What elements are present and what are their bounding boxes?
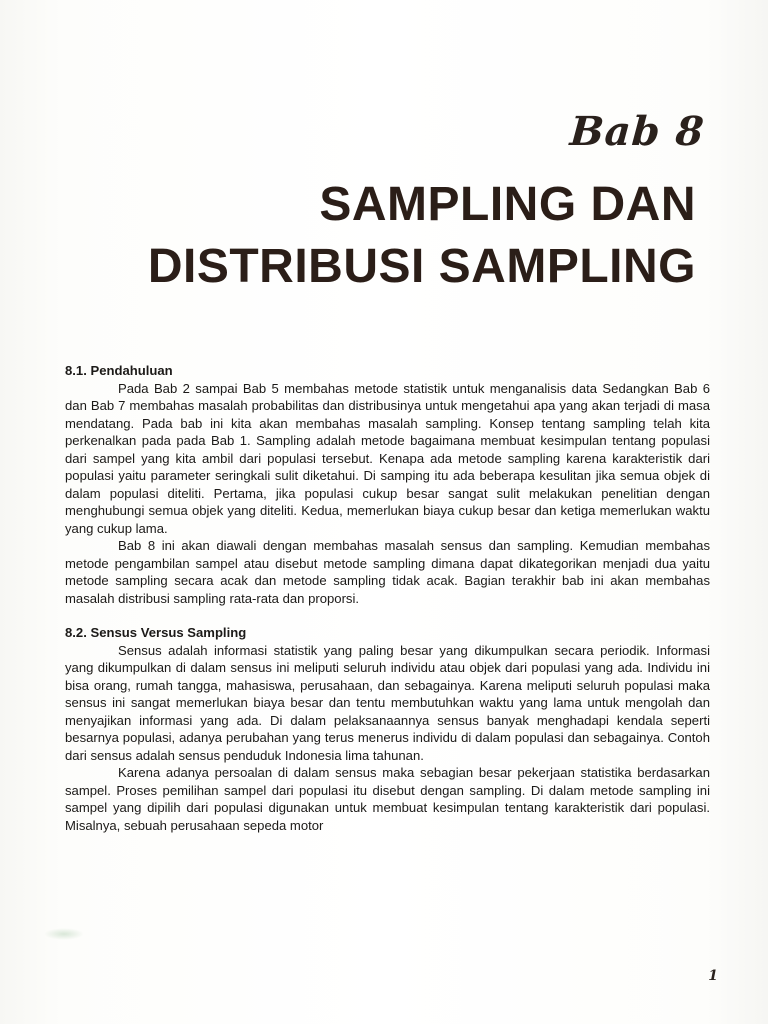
paragraph: Karena adanya persoalan di dalam sensus maka sebagian besar pekerjaan statistika berdasarkan sampel. Proses pemilihan sampel dari populasi itu disebut dengan sampling. Di dalam metode sampling ini sampel yang dipilih dari populasi digunakan untuk membuat kesimpulan tentang karakteristik dari populasi. Misalnya, sebuah perusahaan sepeda motor [65,765,710,833]
paragraph: Pada Bab 2 sampai Bab 5 membahas metode statistik untuk menganalisis data Sedangkan Bab 6 dan Bab 7 membahas masalah probabilitas dan distribusinya untuk mengetahui apa yang akan terjadi di masa mendatang. Pada bab ini kita akan membahas masalah sampling. Konsep tentang sampling telah kita perkenalkan pada pada Bab 1. Sampling adalah metode bagaimana membuat kesimpulan tentang populasi dari sampel yang kita ambil dari populasi tersebut. Kenapa ada metode sampling karena karakteristik dari populasi yaitu parameter seringkali sulit diketahui. Di samping itu ada beberapa kesulitan jika semua objek di dalam populasi diteliti. Pertama, jika populasi cukup besar sangat sulit melakukan penelitian dengan menghubungi semua objek yang diteliti. Kedua, memerlukan biaya cukup besar dan ketiga memerlukan waktu yang cukup lama. [65,380,710,536]
chapter-title [76,174,696,298]
chapter-title-line-2: DISTRIBUSI SAMPLING [147,240,696,293]
chapter-title-line-1: SAMPLING DAN [319,178,696,231]
section-heading: 8.1. Pendahuluan [65,363,173,378]
section-sensus-versus-sampling [65,624,710,834]
section-heading: 8.2. Sensus Versus Sampling [65,625,247,640]
page-number: 1 [708,968,718,984]
scan-smudge [44,928,84,940]
section-pendahuluan [65,362,710,607]
paragraph: Bab 8 ini akan diawali dengan membahas masalah sensus dan sampling. Kemudian membahas metode pengambilan sampel atau disebut metode sampling dimana dapat dikategorikan menjadi dua yaitu metode sampling secara acak dan metode sampling tidak acak. Bagian terakhir bab ini akan membahas masalah distribusi sampling rata-rata dan proporsi. [65,538,710,606]
paragraph: Sensus adalah informasi statistik yang paling besar yang dikumpulkan secara periodik. Informasi yang dikumpulkan di dalam sensus ini meliputi seluruh individu atau objek dari populasi yang ada. Individu ini bisa orang, rumah tangga, mahasiswa, perusahaan, dan sebagainya. Karena meliputi seluruh populasi maka sensus ini sangat memerlukan biaya besar dan tentu membutuhkan waktu yang lama untuk mengolah dan menyajikan informasi yang ada. Di dalam pelaksanaannya sensus banyak menghadapi kendala seperti besarnya populasi, adanya perubahan yang terus menerus individu di dalam populasi dan sebagainya. Contoh dari sensus adalah sensus penduduk Indonesia lima tahunan. [65,642,710,763]
chapter-label: Bab 8 [567,108,706,155]
document-body [65,362,710,834]
section-spacer [65,607,710,624]
